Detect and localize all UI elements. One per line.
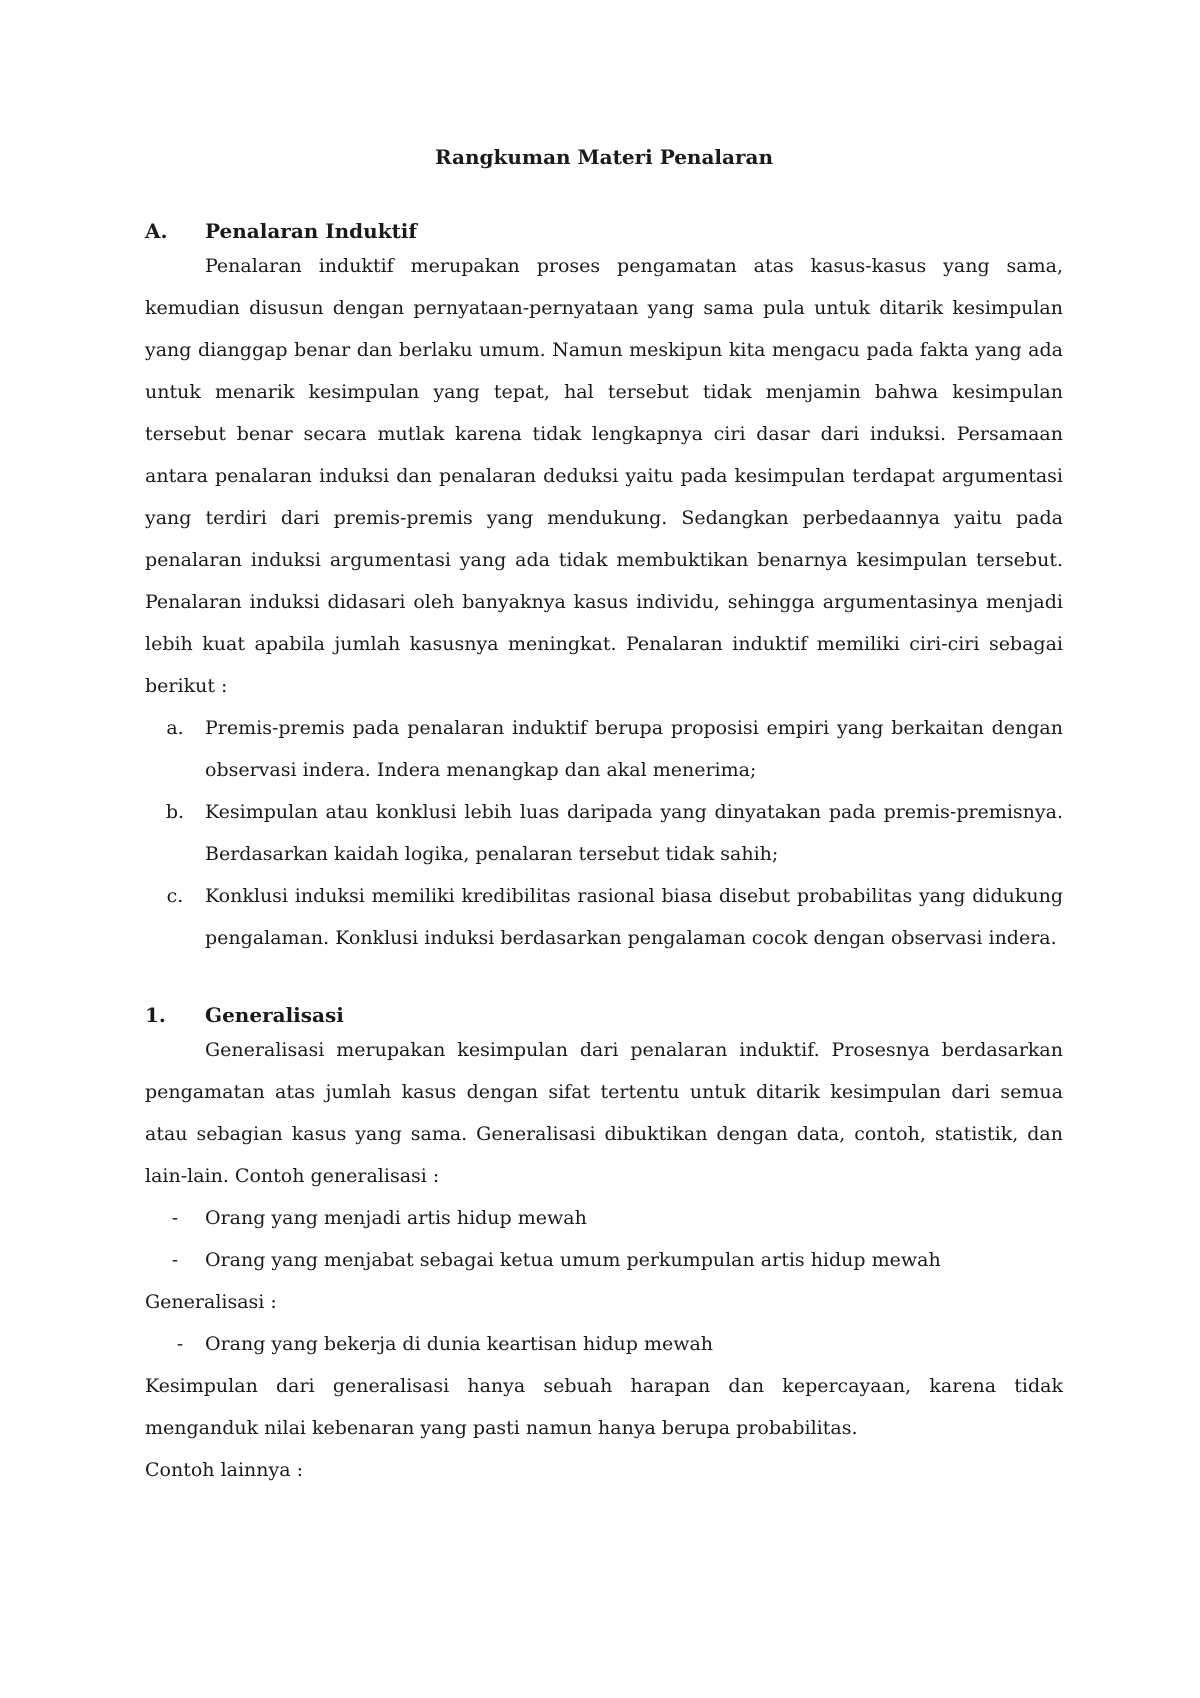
section-penalaran-induktif — [145, 217, 1063, 959]
conclusion-paragraph: Kesimpulan dari generalisasi hanya sebuah harapan dan kepercayaan, karena tidak menganduk nilai kebenaran yang pasti namun hanya berupa probabilitas. — [145, 1375, 1063, 1439]
section-title: Penalaran Induktif — [205, 219, 418, 243]
section-number: 1. — [145, 1003, 166, 1027]
list-item — [145, 707, 1063, 791]
section-heading — [145, 1001, 1063, 1029]
generalisasi-label: Generalisasi : — [145, 1291, 277, 1313]
list-marker: a. — [166, 717, 184, 739]
characteristics-list — [145, 707, 1063, 959]
list-item-text: Orang yang menjadi artis hidup mewah — [205, 1207, 587, 1229]
list-marker: b. — [165, 801, 185, 823]
section-paragraph: Penalaran induktif merupakan proses pengamatan atas kasus-kasus yang sama, kemudian disusun dengan pernyataan-pernyataan yang sama pula untuk ditarik kesimpulan yang dianggap benar dan berlaku umum. Namun meskipun kita mengacu pada fakta yang ada untuk menarik kesimpulan yang tepat, hal tersebut tidak menjamin bahwa kesimpulan tersebut benar secara mutlak karena tidak lengkapnya ciri dasar dari induksi. Persamaan antara penalaran induksi dan penalaran deduksi yaitu pada kesimpulan terdapat argumentasi yang terdiri dari premis-premis yang mendukung. Sedangkan perbedaannya yaitu pada penalaran induksi argumentasi yang ada tidak membuktikan benarnya kesimpulan tersebut. Penalaran induksi didasari oleh banyaknya kasus individu, sehingga argumentasinya menjadi lebih kuat apabila jumlah kasusnya meningkat. Penalaran induktif memiliki ciri-ciri sebagai berikut : — [145, 255, 1063, 697]
list-marker: c. — [166, 885, 184, 907]
list-item — [145, 1239, 1063, 1281]
other-examples-label: Contoh lainnya : — [145, 1459, 304, 1481]
document-title: Rangkuman Materi Penalaran — [434, 145, 774, 169]
section-title: Generalisasi — [205, 1003, 344, 1027]
list-item-text: Orang yang bekerja di dunia keartisan hidup mewah — [205, 1333, 714, 1355]
section-heading — [145, 217, 1063, 245]
list-marker: - — [171, 1249, 179, 1271]
list-item — [145, 791, 1063, 875]
list-item — [145, 875, 1063, 959]
list-item — [145, 1197, 1063, 1239]
list-marker: - — [171, 1207, 179, 1229]
list-item-text: Orang yang menjabat sebagai ketua umum perkumpulan artis hidup mewah — [205, 1249, 941, 1271]
list-item-text: Konklusi induksi memiliki kredibilitas rasional biasa disebut probabilitas yang didukung pengalaman. Konklusi induksi berdasarkan pengalaman cocok dengan observasi indera. — [205, 885, 1063, 949]
section-generalisasi — [145, 1001, 1063, 1491]
list-item-text: Premis-premis pada penalaran induktif berupa proposisi empiri yang berkaitan dengan observasi indera. Indera menangkap dan akal menerima; — [205, 717, 1063, 781]
section-number: A. — [145, 219, 168, 243]
section-spacer — [145, 959, 1063, 1001]
examples-list — [145, 1197, 1063, 1281]
list-item — [145, 1323, 1063, 1365]
list-item-text: Kesimpulan atau konklusi lebih luas daripada yang dinyatakan pada premis-premisnya. Berdasarkan kaidah logika, penalaran tersebut tidak sahih; — [205, 801, 1063, 865]
list-marker: - — [176, 1333, 184, 1355]
generalisasi-list — [145, 1323, 1063, 1365]
section-paragraph: Generalisasi merupakan kesimpulan dari penalaran induktif. Prosesnya berdasarkan pengamatan atas jumlah kasus dengan sifat tertentu untuk ditarik kesimpulan dari semua atau sebagian kasus yang sama. Generalisasi dibuktikan dengan data, contoh, statistik, dan lain-lain. Contoh generalisasi : — [145, 1039, 1063, 1187]
